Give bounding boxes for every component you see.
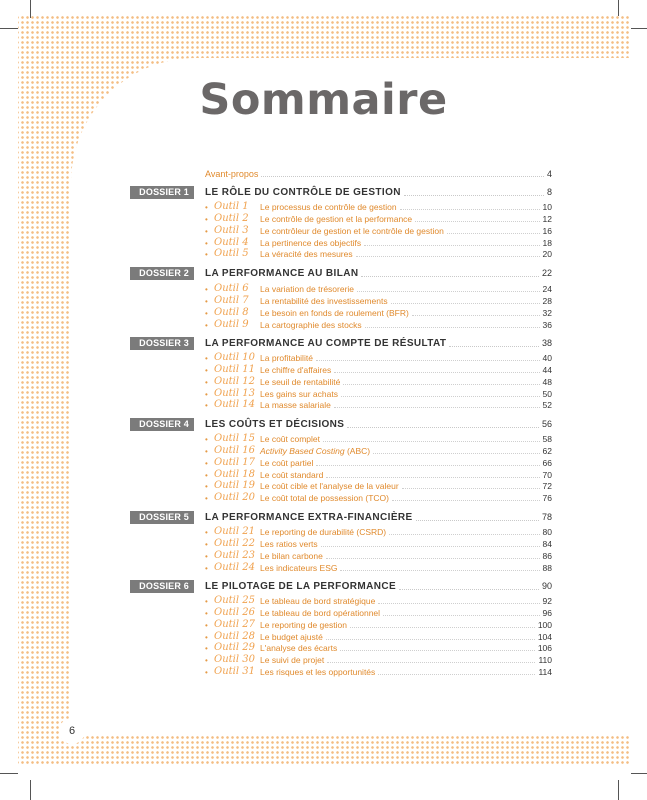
entry-label bbox=[260, 446, 370, 456]
entry-label: Les indicateurs ESG bbox=[260, 562, 338, 573]
dossier-heading-5[interactable] bbox=[130, 509, 552, 525]
page-number: 56 bbox=[541, 419, 552, 429]
outil-number: Outil 23 bbox=[214, 549, 255, 561]
page-number: 96 bbox=[542, 607, 552, 618]
dot-leader bbox=[357, 291, 540, 292]
page-number: 58 bbox=[542, 434, 552, 444]
page-number: 106 bbox=[537, 643, 552, 654]
page-number: 88 bbox=[542, 562, 552, 573]
dossier-badge: DOSSIER 3 bbox=[130, 337, 194, 350]
bullet-icon: • bbox=[205, 620, 208, 630]
outil-number: Outil 15 bbox=[214, 433, 255, 444]
entry-label: La véracité des mesures bbox=[260, 249, 353, 260]
dot-leader bbox=[334, 407, 540, 408]
entry-label: La cartographie des stocks bbox=[260, 319, 362, 330]
outil-number: Outil 20 bbox=[214, 492, 255, 504]
toc-entry-avant-propos[interactable] bbox=[205, 167, 552, 179]
entry-label: Le coût complet bbox=[260, 434, 321, 444]
page-number: 32 bbox=[542, 307, 552, 318]
bullet-icon: • bbox=[205, 656, 208, 666]
bullet-icon: • bbox=[205, 435, 208, 444]
page-number-circle: 6 bbox=[59, 718, 85, 744]
dossier-heading-1[interactable] bbox=[130, 184, 552, 200]
outil-number: Outil 22 bbox=[214, 537, 255, 549]
dot-leader bbox=[340, 650, 535, 651]
toc-entry-outil[interactable] bbox=[205, 525, 552, 537]
dot-leader bbox=[402, 488, 540, 489]
dot-leader bbox=[416, 520, 539, 521]
page-number: 52 bbox=[542, 400, 552, 411]
dot-leader bbox=[392, 500, 540, 501]
entry-label: Le contrôleur de gestion et le contrôle de gestion bbox=[260, 225, 444, 236]
entry-label: Les gains sur achats bbox=[260, 388, 338, 399]
page-title: Sommaire bbox=[199, 75, 448, 125]
entry-label: Le seuil de rentabilité bbox=[260, 376, 341, 387]
page-number: 104 bbox=[537, 631, 552, 642]
bullet-icon: • bbox=[205, 296, 208, 306]
toc-entry-outil[interactable] bbox=[205, 247, 552, 259]
entry-label: La pertinence des objectifs bbox=[260, 237, 362, 248]
entry-label: Le processus de contrôle de gestion bbox=[260, 202, 397, 212]
toc-entry-outil[interactable] bbox=[205, 318, 552, 330]
page-number: 22 bbox=[541, 268, 552, 278]
dossier-title: LA PERFORMANCE AU COMPTE DE RÉSULTAT bbox=[205, 337, 447, 349]
page-number: 36 bbox=[542, 319, 552, 330]
toc-entry-outil[interactable] bbox=[205, 537, 552, 549]
dossier-heading-4[interactable] bbox=[130, 416, 552, 432]
entry-label: Le coût cible et l'analyse de la valeur bbox=[260, 481, 399, 492]
dot-leader bbox=[449, 346, 539, 347]
entry-label: Le coût partiel bbox=[260, 457, 314, 468]
page-number: 24 bbox=[542, 284, 552, 294]
page-number: 16 bbox=[542, 225, 552, 236]
dossier-badge: DOSSIER 6 bbox=[130, 580, 194, 593]
dossier-badge: DOSSIER 1 bbox=[130, 186, 194, 199]
dot-leader bbox=[316, 360, 540, 361]
dossier-title: LE PILOTAGE DE LA PERFORMANCE bbox=[205, 580, 397, 592]
outil-number: Outil 19 bbox=[214, 480, 255, 492]
page-number: 84 bbox=[542, 538, 552, 549]
toc-entry-outil[interactable] bbox=[205, 665, 552, 677]
outil-number: Outil 17 bbox=[214, 456, 255, 468]
page-number: 92 bbox=[542, 596, 552, 606]
bullet-icon: • bbox=[205, 632, 208, 642]
dot-leader bbox=[399, 589, 539, 590]
bullet-icon: • bbox=[205, 482, 208, 492]
bullet-icon: • bbox=[205, 308, 208, 318]
dossier-heading-3[interactable] bbox=[130, 335, 552, 351]
entry-label: La rentabilité des investissements bbox=[260, 295, 388, 306]
toc-entry-outil[interactable] bbox=[205, 398, 552, 410]
toc-entry-outil[interactable] bbox=[205, 479, 552, 491]
page-number: 48 bbox=[542, 376, 552, 387]
dot-leader bbox=[327, 662, 535, 663]
dot-leader bbox=[343, 384, 539, 385]
page-number: 76 bbox=[542, 493, 552, 504]
toc-entry-outil[interactable] bbox=[205, 200, 552, 212]
toc-entry-outil[interactable] bbox=[205, 363, 552, 375]
entry-label-suffix: (ABC) bbox=[344, 445, 371, 456]
outil-number: Outil 12 bbox=[214, 375, 255, 387]
entry-label: Le reporting de gestion bbox=[260, 619, 347, 630]
toc-entry-outil[interactable] bbox=[205, 444, 552, 456]
dot-leader bbox=[373, 453, 539, 454]
page-number: 44 bbox=[542, 364, 552, 375]
bullet-icon: • bbox=[205, 226, 208, 236]
outil-number: Outil 8 bbox=[214, 306, 249, 318]
dot-leader bbox=[356, 256, 540, 257]
entry-label: L'analyse des écarts bbox=[260, 643, 338, 654]
dot-leader bbox=[347, 427, 539, 428]
dossier-title: LA PERFORMANCE AU BILAN bbox=[205, 267, 359, 279]
bullet-icon: • bbox=[205, 285, 208, 294]
entry-label: La masse salariale bbox=[260, 400, 331, 411]
toc-entry-outil[interactable] bbox=[205, 375, 552, 387]
toc-entry-outil[interactable] bbox=[205, 491, 552, 503]
page-number: 8 bbox=[546, 187, 552, 197]
dot-leader bbox=[365, 327, 540, 328]
dot-leader bbox=[326, 477, 539, 478]
toc-entry-outil[interactable] bbox=[205, 594, 552, 606]
dossier-title: LA PERFORMANCE EXTRA-FINANCIÈRE bbox=[205, 511, 413, 523]
dot-leader bbox=[378, 603, 539, 604]
outil-number: Outil 31 bbox=[214, 666, 255, 678]
dossier-heading-6[interactable] bbox=[130, 578, 552, 594]
entry-label: Le budget ajusté bbox=[260, 631, 323, 642]
bullet-icon: • bbox=[205, 238, 208, 248]
bullet-icon: • bbox=[205, 377, 208, 387]
page-number: 70 bbox=[542, 469, 552, 480]
dot-leader bbox=[340, 570, 539, 571]
outil-number: Outil 27 bbox=[214, 618, 255, 630]
bullet-icon: • bbox=[205, 401, 208, 411]
page-number: 66 bbox=[542, 457, 552, 468]
toc-entry-outil[interactable] bbox=[205, 351, 552, 363]
page-number: 40 bbox=[542, 353, 552, 363]
outil-number: Outil 2 bbox=[214, 212, 249, 224]
bullet-icon: • bbox=[205, 597, 208, 606]
bullet-icon: • bbox=[205, 563, 208, 573]
dot-leader bbox=[323, 441, 540, 442]
toc-entry-outil[interactable] bbox=[205, 606, 552, 618]
dot-leader bbox=[412, 315, 540, 316]
entry-label: Le chiffre d'affaires bbox=[260, 364, 332, 375]
page-number: 114 bbox=[538, 667, 552, 678]
entry-label: Le besoin en fonds de roulement (BFR) bbox=[260, 307, 409, 318]
entry-label: Le tableau de bord opérationnel bbox=[260, 607, 381, 618]
dot-leader bbox=[341, 396, 540, 397]
bullet-icon: • bbox=[205, 320, 208, 330]
page-number: 100 bbox=[537, 619, 552, 630]
entry-label: Les risques et les opportunités bbox=[260, 667, 376, 678]
page-number: 62 bbox=[542, 445, 552, 456]
page-number: 28 bbox=[542, 295, 552, 306]
outil-number: Outil 25 bbox=[214, 595, 255, 606]
bullet-icon: • bbox=[205, 539, 208, 549]
toc-entry-outil[interactable] bbox=[205, 549, 552, 561]
page-number: 78 bbox=[541, 512, 552, 522]
bullet-icon: • bbox=[205, 551, 208, 561]
page-number: 72 bbox=[542, 481, 552, 492]
entry-label: La profitabilité bbox=[260, 353, 313, 363]
page-number: 90 bbox=[541, 581, 552, 591]
bullet-icon: • bbox=[205, 203, 208, 212]
dossier-heading-2[interactable] bbox=[130, 265, 552, 281]
dot-leader bbox=[326, 558, 540, 559]
outil-number: Outil 16 bbox=[214, 444, 255, 456]
dot-leader bbox=[415, 221, 539, 222]
outil-number: Outil 7 bbox=[214, 294, 249, 306]
outil-number: Outil 11 bbox=[214, 363, 255, 375]
outil-number: Outil 9 bbox=[214, 318, 249, 330]
bullet-icon: • bbox=[205, 365, 208, 375]
bullet-icon: • bbox=[205, 446, 208, 456]
dot-leader bbox=[447, 233, 540, 234]
dot-leader bbox=[389, 534, 539, 535]
dot-leader bbox=[391, 303, 540, 304]
page-number: 38 bbox=[541, 338, 552, 348]
dot-leader bbox=[364, 245, 539, 246]
toc-entry-outil[interactable] bbox=[205, 468, 552, 480]
entry-label: Le coût standard bbox=[260, 469, 324, 480]
dossier-badge: DOSSIER 2 bbox=[130, 267, 194, 280]
outil-number: Outil 29 bbox=[214, 642, 255, 654]
outil-number: Outil 6 bbox=[214, 283, 249, 294]
page-number: 110 bbox=[538, 655, 552, 666]
entry-label: Le reporting de durabilité (CSRD) bbox=[260, 527, 387, 537]
page-number: 20 bbox=[542, 249, 552, 260]
dot-leader bbox=[378, 674, 535, 675]
entry-label: Le suivi de projet bbox=[260, 655, 325, 666]
toc-entry-outil[interactable] bbox=[205, 432, 552, 444]
outil-number: Outil 21 bbox=[214, 526, 255, 537]
toc-entry-outil[interactable] bbox=[205, 630, 552, 642]
outil-number: Outil 28 bbox=[214, 630, 255, 642]
entry-label: Le contrôle de gestion et la performance bbox=[260, 213, 413, 224]
entry-label: Avant-propos bbox=[205, 169, 259, 179]
dot-leader bbox=[316, 465, 539, 466]
bullet-icon: • bbox=[205, 608, 208, 618]
entry-label: La variation de trésorerie bbox=[260, 284, 355, 294]
toc-entry-outil[interactable] bbox=[205, 212, 552, 224]
bullet-icon: • bbox=[205, 389, 208, 399]
outil-number: Outil 14 bbox=[214, 399, 255, 411]
outil-number: Outil 5 bbox=[214, 248, 249, 260]
outil-number: Outil 4 bbox=[214, 236, 249, 248]
dot-leader bbox=[361, 276, 539, 277]
page-number: 80 bbox=[542, 527, 552, 537]
dossier-title: LES COÛTS ET DÉCISIONS bbox=[205, 418, 345, 430]
dot-leader bbox=[321, 546, 540, 547]
bullet-icon: • bbox=[205, 528, 208, 537]
outil-number: Outil 18 bbox=[214, 468, 255, 480]
outil-number: Outil 30 bbox=[214, 654, 255, 666]
bullet-icon: • bbox=[205, 354, 208, 363]
page-number: 18 bbox=[542, 237, 552, 248]
entry-label: Les ratios verts bbox=[260, 538, 318, 549]
page-number: 50 bbox=[542, 388, 552, 399]
dot-leader bbox=[326, 639, 535, 640]
dossier-badge: DOSSIER 4 bbox=[130, 418, 194, 431]
outil-number: Outil 24 bbox=[214, 561, 255, 573]
outil-number: Outil 1 bbox=[214, 201, 249, 212]
outil-number: Outil 10 bbox=[214, 352, 255, 363]
bullet-icon: • bbox=[205, 494, 208, 504]
entry-label: Le bilan carbone bbox=[260, 550, 323, 561]
dot-leader bbox=[261, 176, 544, 177]
dot-leader bbox=[400, 209, 540, 210]
bullet-icon: • bbox=[205, 458, 208, 468]
outil-number: Outil 3 bbox=[214, 224, 249, 236]
page-number: 12 bbox=[542, 213, 552, 224]
dot-leader bbox=[404, 195, 544, 196]
entry-label: Le coût total de possession (TCO) bbox=[260, 493, 389, 504]
dot-leader bbox=[350, 627, 535, 628]
toc-entry-outil[interactable] bbox=[205, 618, 552, 630]
bullet-icon: • bbox=[205, 214, 208, 224]
toc-entry-outil[interactable] bbox=[205, 282, 552, 294]
dossier-badge: DOSSIER 5 bbox=[130, 511, 194, 524]
dossier-title: LE RÔLE DU CONTRÔLE DE GESTION bbox=[205, 186, 401, 198]
toc-entry-outil[interactable] bbox=[205, 224, 552, 236]
toc-entry-outil[interactable] bbox=[205, 294, 552, 306]
dot-leader bbox=[334, 372, 539, 373]
bullet-icon: • bbox=[205, 470, 208, 480]
toc-entry-outil[interactable] bbox=[205, 561, 552, 573]
toc-entry-outil[interactable] bbox=[205, 236, 552, 248]
page-number: 10 bbox=[542, 202, 552, 212]
bullet-icon: • bbox=[205, 250, 208, 260]
entry-label: Le tableau de bord stratégique bbox=[260, 596, 376, 606]
toc-entry-outil[interactable] bbox=[205, 456, 552, 468]
page-number: 4 bbox=[546, 169, 552, 179]
toc-entry-outil[interactable] bbox=[205, 306, 552, 318]
toc-entry-outil[interactable] bbox=[205, 653, 552, 665]
entry-label-italic: Activity Based Costing bbox=[260, 445, 345, 456]
bullet-icon: • bbox=[205, 668, 208, 678]
outil-number: Outil 26 bbox=[214, 606, 255, 618]
outil-number: Outil 13 bbox=[214, 387, 255, 399]
toc-entry-outil[interactable] bbox=[205, 641, 552, 653]
dot-leader bbox=[383, 615, 539, 616]
page-number: 86 bbox=[542, 550, 552, 561]
bullet-icon: • bbox=[205, 644, 208, 654]
toc-entry-outil[interactable] bbox=[205, 387, 552, 399]
